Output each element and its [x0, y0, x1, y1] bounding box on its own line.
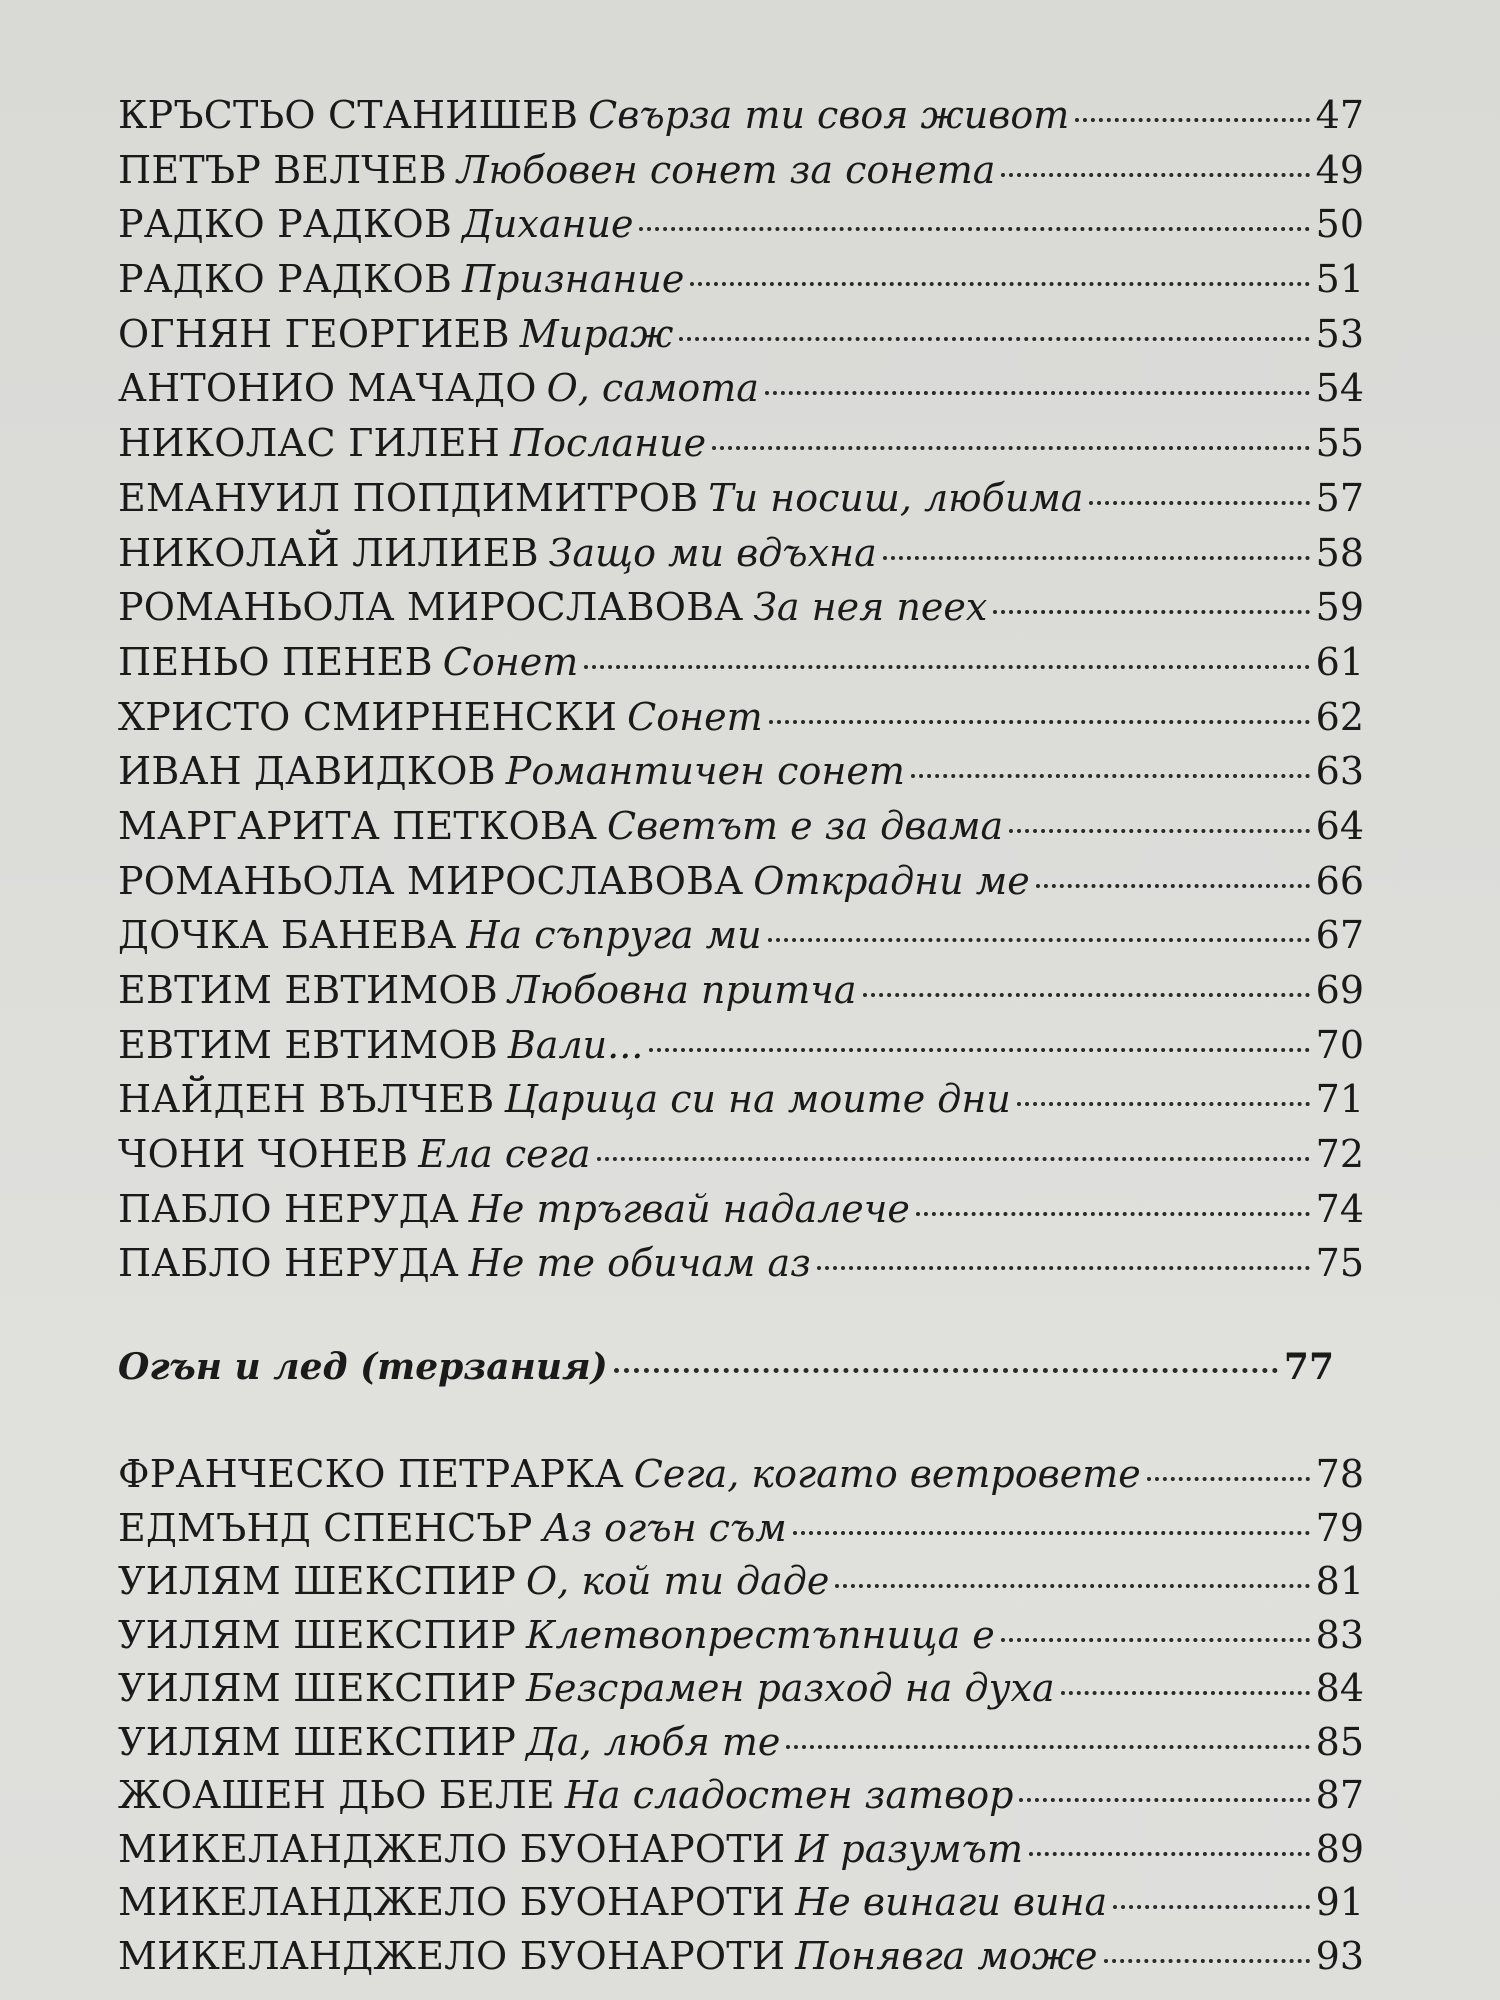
toc-entry	[118, 361, 1364, 416]
toc-title: Открадни ме	[753, 858, 1030, 903]
toc-entry	[118, 1609, 1364, 1663]
toc-title: Не тръгвай надалече	[468, 1186, 910, 1231]
dot-leader	[1019, 1798, 1309, 1802]
toc-title: Не винаги вина	[795, 1880, 1108, 1924]
toc-page-number: 57	[1315, 475, 1364, 520]
dot-leader	[835, 1584, 1309, 1588]
toc-entry	[118, 416, 1364, 471]
toc-title: Светът е за двама	[607, 803, 1004, 848]
dot-leader	[768, 938, 1310, 942]
dot-leader	[765, 391, 1310, 395]
toc-entry	[118, 88, 1364, 143]
toc-page-number: 55	[1315, 421, 1364, 466]
toc-author: ПЕНЬО ПЕНЕВ	[118, 639, 433, 684]
toc-title: Сонет	[627, 694, 763, 739]
toc-page-number: 83	[1315, 1612, 1364, 1657]
dot-leader	[1036, 884, 1310, 888]
toc-page-number: 47	[1315, 93, 1364, 137]
toc-entry	[118, 908, 1364, 963]
toc-entry	[118, 471, 1364, 526]
toc-author: УИЛЯМ ШЕКСПИР	[118, 1719, 517, 1764]
dot-leader	[1113, 1905, 1309, 1909]
toc-page-number: 49	[1315, 147, 1364, 192]
toc-page-number: 75	[1315, 1241, 1364, 1286]
toc-page-number: 72	[1315, 1132, 1364, 1177]
toc-title: Клетвопрестъпница е	[526, 1612, 995, 1657]
toc-entry	[118, 1555, 1364, 1609]
dot-leader	[1104, 1959, 1310, 1963]
dot-leader	[1147, 1477, 1310, 1481]
toc-title: На сладостен затвор	[564, 1773, 1014, 1817]
toc-entry	[118, 1769, 1364, 1823]
toc-title: Защо ми вдъхна	[548, 530, 877, 575]
toc-entry	[118, 1876, 1364, 1930]
toc-entry	[118, 252, 1364, 307]
toc-entry	[118, 526, 1364, 581]
toc-author: МАРГАРИТА ПЕТКОВА	[118, 803, 597, 848]
toc-title: Любовна притча	[507, 968, 857, 1012]
toc-entry	[118, 799, 1364, 854]
toc-author: НИКОЛАС ГИЛЕН	[118, 421, 500, 466]
toc-page-number: 70	[1315, 1022, 1364, 1067]
toc-entry	[118, 1182, 1364, 1237]
toc-author: МИКЕЛАНДЖЕЛО БУОНАРОТИ	[118, 1826, 786, 1871]
toc-page-number: 85	[1315, 1719, 1364, 1764]
toc-entry	[118, 1823, 1364, 1877]
toc-title: Не те обичам аз	[468, 1241, 811, 1286]
toc-page-number: 79	[1315, 1505, 1364, 1550]
toc-entry	[118, 143, 1364, 198]
dot-leader	[786, 1745, 1309, 1749]
toc-entry	[118, 963, 1364, 1018]
toc-author: ЖОАШЕН ДЬО БЕЛЕ	[118, 1773, 555, 1817]
toc-title: И разумът	[795, 1826, 1023, 1871]
dot-leader	[649, 1048, 1309, 1052]
toc-entry	[118, 1448, 1364, 1502]
toc-entry	[118, 1236, 1364, 1291]
toc-page-number: 87	[1315, 1773, 1364, 1817]
dot-leader	[769, 720, 1310, 724]
toc-page-number: 91	[1315, 1880, 1364, 1924]
toc-page-number: 93	[1315, 1933, 1364, 1978]
dot-leader	[1029, 1852, 1310, 1856]
toc-page-number: 71	[1315, 1077, 1364, 1122]
toc-title: Царица си на моите дни	[504, 1077, 1011, 1122]
toc-title: Сонет	[442, 639, 579, 684]
toc-entry	[118, 1662, 1364, 1716]
toc-entry	[118, 197, 1364, 252]
toc-title: Да, любя те	[526, 1719, 781, 1764]
dot-leader	[614, 1368, 1278, 1373]
toc-title: О, самота	[546, 366, 759, 411]
toc-title: Ти носиш, любима	[708, 475, 1084, 520]
toc-author: РОМАНЬОЛА МИРОСЛАВОВА	[118, 585, 744, 630]
toc-author: МИКЕЛАНДЖЕЛО БУОНАРОТИ	[118, 1933, 786, 1978]
toc-author: УИЛЯМ ШЕКСПИР	[118, 1666, 517, 1710]
dot-leader	[1009, 829, 1309, 833]
toc-title: Аз огън съм	[542, 1505, 787, 1550]
section-heading	[118, 1340, 1334, 1394]
toc-author: РАДКО РАДКОВ	[118, 257, 453, 302]
toc-title: Вали...	[507, 1022, 644, 1067]
toc-page-number: 63	[1315, 749, 1364, 794]
toc-page-number: 58	[1315, 530, 1364, 575]
toc-author: МИКЕЛАНДЖЕЛО БУОНАРОТИ	[118, 1880, 786, 1924]
dot-leader	[883, 556, 1310, 560]
toc-author: ФРАНЧЕСКО ПЕТРАРКА	[118, 1452, 624, 1496]
toc-title: О, кой ти даде	[526, 1559, 830, 1603]
toc-author: НИКОЛАЙ ЛИЛИЕВ	[118, 530, 539, 575]
section-heading-page: 77	[1283, 1346, 1334, 1388]
toc-title: На съпруга ми	[466, 913, 762, 958]
toc-author: ЕМАНУИЛ ПОПДИМИТРОВ	[118, 475, 699, 520]
toc-author: УИЛЯМ ШЕКСПИР	[118, 1612, 517, 1657]
toc-title: Признание	[462, 257, 685, 302]
toc-entry	[118, 1018, 1364, 1073]
dot-leader	[712, 446, 1310, 450]
dot-leader	[863, 993, 1310, 997]
toc-page-number: 81	[1315, 1559, 1364, 1603]
toc-entry	[118, 580, 1364, 635]
toc-page-number: 74	[1315, 1186, 1364, 1231]
toc-page-number: 89	[1315, 1826, 1364, 1871]
dot-leader	[1017, 1102, 1310, 1106]
toc-page-number: 78	[1315, 1452, 1364, 1496]
toc-author: УИЛЯМ ШЕКСПИР	[118, 1559, 517, 1603]
toc-title: Послание	[509, 421, 707, 466]
dot-leader	[639, 227, 1309, 231]
toc-author: ХРИСТО СМИРНЕНСКИ	[118, 694, 618, 739]
toc-page-number: 54	[1315, 366, 1364, 411]
dot-leader	[911, 774, 1310, 778]
toc-title: Ела сега	[418, 1132, 591, 1177]
toc-author: ЕВТИМ ЕВТИМОВ	[118, 968, 498, 1012]
toc-page-number: 62	[1315, 694, 1364, 739]
toc-author: РАДКО РАДКОВ	[118, 202, 453, 247]
dot-leader	[1001, 173, 1309, 177]
toc-title: Романтичен сонет	[505, 749, 905, 794]
dot-leader	[1061, 1691, 1310, 1695]
toc-entry	[118, 744, 1364, 799]
toc-entry	[118, 307, 1364, 362]
toc-page-number: 53	[1315, 311, 1364, 356]
dot-leader	[690, 282, 1309, 286]
dot-leader	[916, 1212, 1310, 1216]
toc-entry	[118, 1072, 1364, 1127]
toc-author: ПАБЛО НЕРУДА	[118, 1186, 459, 1231]
dot-leader	[1075, 118, 1309, 122]
dot-leader	[584, 665, 1309, 669]
toc-author: ПЕТЪР ВЕЛЧЕВ	[118, 147, 447, 192]
toc-title: Понявга може	[795, 1933, 1098, 1978]
dot-leader	[1001, 1638, 1310, 1642]
toc-author: ЕДМЪНД СПЕНСЪР	[118, 1505, 533, 1550]
toc-title: Мираж	[519, 311, 674, 356]
toc-entry	[118, 1502, 1364, 1556]
toc-entry	[118, 854, 1364, 909]
toc-title: Дихание	[462, 202, 634, 247]
toc-page-number: 64	[1315, 803, 1364, 848]
toc-author: ОГНЯН ГЕОРГИЕВ	[118, 311, 510, 356]
toc-entry	[118, 1930, 1364, 1984]
dot-leader	[1089, 501, 1309, 505]
toc-author: ИВАН ДАВИДКОВ	[118, 749, 496, 794]
toc-page-number: 61	[1315, 639, 1364, 684]
dot-leader	[597, 1157, 1310, 1161]
toc-author: НАЙДЕН ВЪЛЧЕВ	[118, 1077, 495, 1122]
toc-author: ДОЧКА БАНЕВА	[118, 913, 457, 958]
toc-page-number: 67	[1315, 913, 1364, 958]
dot-leader	[817, 1266, 1310, 1270]
toc-list-part1	[118, 88, 1364, 1291]
toc-author: КРЪСТЬО СТАНИШЕВ	[118, 93, 579, 137]
section-heading-label: Огън и лед (терзания)	[118, 1346, 608, 1388]
toc-author: РОМАНЬОЛА МИРОСЛАВОВА	[118, 858, 744, 903]
toc-author: ПАБЛО НЕРУДА	[118, 1241, 459, 1286]
toc-entry	[118, 690, 1364, 745]
toc-entry	[118, 635, 1364, 690]
toc-page-number: 59	[1315, 585, 1364, 630]
toc-page-number: 51	[1315, 257, 1364, 302]
dot-leader	[793, 1531, 1310, 1535]
toc-page-number: 69	[1315, 968, 1364, 1012]
toc-title: Сега, когато ветровете	[633, 1452, 1141, 1496]
toc-author: ЧОНИ ЧОНЕВ	[118, 1132, 409, 1177]
toc-page-number: 84	[1315, 1666, 1364, 1710]
toc-title: Свърза ти своя живот	[588, 93, 1070, 137]
dot-leader	[679, 337, 1309, 341]
toc-author: ЕВТИМ ЕВТИМОВ	[118, 1022, 498, 1067]
toc-page-number: 50	[1315, 202, 1364, 247]
toc-author: АНТОНИО МАЧАДО	[118, 366, 537, 411]
toc-title: Любовен сонет за сонета	[456, 147, 996, 192]
toc-title: Безсрамен разход на духа	[526, 1666, 1055, 1710]
dot-leader	[993, 610, 1309, 614]
toc-list-part2	[118, 1448, 1364, 1983]
toc-title: За нея пеех	[753, 585, 988, 630]
toc-page-number: 66	[1315, 858, 1364, 903]
toc-entry	[118, 1127, 1364, 1182]
toc-entry	[118, 1716, 1364, 1770]
